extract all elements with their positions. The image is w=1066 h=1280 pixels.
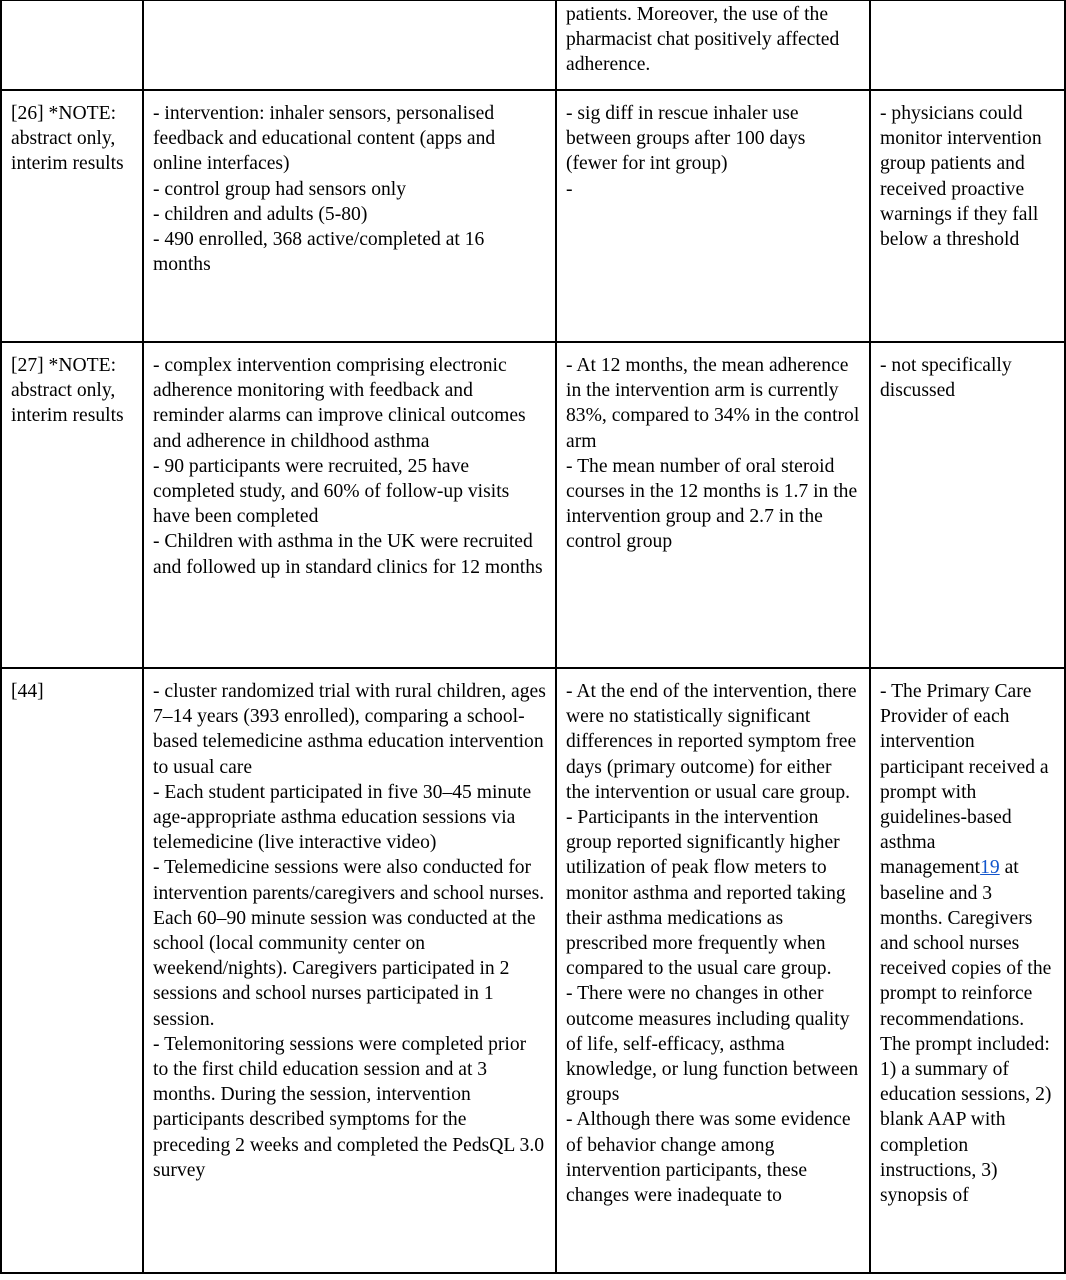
notes-cell xyxy=(870,342,1065,668)
intervention-cell xyxy=(143,90,556,342)
outcome-line: - xyxy=(566,178,573,200)
intervention-line: - 490 enrolled, 368 active/completed at 16 months xyxy=(153,229,485,276)
intervention-cell xyxy=(143,0,556,90)
intervention-cell xyxy=(143,668,556,1273)
intervention-line: - children and adults (5-80) xyxy=(153,203,368,225)
table-row xyxy=(1,668,1065,1273)
intervention-cell xyxy=(143,342,556,668)
intervention-line: - intervention: inhaler sensors, personalised feedback and educational content (apps and online interfaces) xyxy=(153,103,496,175)
outcomes-cell xyxy=(556,342,870,668)
outcome-line: - At 12 months, the mean adherence in the intervention arm is currently 83%, compared to 34% in the control arm xyxy=(566,355,860,452)
outcomes-cell xyxy=(556,90,870,342)
notes-line: - not specifically discussed xyxy=(880,355,1012,402)
table-row xyxy=(1,90,1065,342)
intervention-line: - 90 participants were recruited, 25 have completed study, and 60% of follow-up visits have been completed xyxy=(153,455,510,528)
notes-line: - physicians could monitor intervention group patients and received proactive warnings if they fall below a threshold xyxy=(880,103,1042,251)
outcome-line: patients. Moreover, the use of the pharmacist chat positively affected adherence. xyxy=(566,4,840,76)
intervention-line: - Telemedicine sessions were also conducted for intervention parents/caregivers and school nurses. Each 60–90 minute session was conducted at the school (local community center on weekend/nights). Caregivers participated in 2 sessions and school nurses participated in 1 session. xyxy=(153,857,545,1030)
ref-text: [27] *NOTE: abstract only, interim results xyxy=(11,355,124,427)
outcomes-cell xyxy=(556,0,870,90)
intervention-line: - Each student participated in five 30–45 minute age-appropriate asthma education sessions via telemedicine (live interactive video) xyxy=(153,781,532,854)
outcome-line: - Participants in the intervention group reported significantly higher utilization of peak flow meters to monitor asthma and reported taking their asthma medications as prescribed more frequently when compared to the usual care group. xyxy=(566,807,846,980)
ref-cell xyxy=(1,90,143,342)
citation-link[interactable]: 19 xyxy=(980,857,1000,879)
ref-cell xyxy=(1,0,143,90)
notes-cell xyxy=(870,668,1065,1273)
intervention-line: - Children with asthma in the UK were recruited and followed up in standard clinics for 12 months xyxy=(153,531,543,578)
table-row xyxy=(1,342,1065,668)
intervention-line: - control group had sensors only xyxy=(153,178,407,200)
outcomes-cell xyxy=(556,668,870,1273)
intervention-line: - complex intervention comprising electronic adherence monitoring with feedback and reminder alarms can improve clinical outcomes and adherence in childhood asthma xyxy=(153,355,526,452)
ref-cell xyxy=(1,342,143,668)
outcome-line: - The mean number of oral steroid courses in the 12 months is 1.7 in the intervention group and 2.7 in the control group xyxy=(566,455,858,553)
notes-cell xyxy=(870,90,1065,342)
outcome-line: - There were no changes in other outcome measures including quality of life, self-efficacy, asthma knowledge, or lung function between groups xyxy=(566,983,859,1106)
notes-cell xyxy=(870,0,1065,90)
intervention-line: - Telemonitoring sessions were completed prior to the first child education session and at 3 months. During the session, intervention participants described symptoms for the preceding 2 weeks and completed the PedsQL 3.0 survey xyxy=(153,1033,545,1181)
notes-text: at baseline and 3 months. Caregivers and school nurses received copies of the prompt to reinforce recommendations. The prompt included: 1) a summary of education sessions, 2) blank AAP with completion instructions, 3) synopsis of xyxy=(880,857,1052,1207)
intervention-line: - cluster randomized trial with rural children, ages 7–14 years (393 enrolled), comparing a school-based telemedicine asthma education intervention to usual care xyxy=(153,681,546,778)
outcome-line: - At the end of the intervention, there were no statistically significant differences in reported symptom free days (primary outcome) for either the intervention or usual care group. xyxy=(566,681,857,803)
outcome-line: - Although there was some evidence of behavior change among intervention participants, these changes were inadequate to xyxy=(566,1109,851,1207)
table-row xyxy=(1,0,1065,90)
ref-text: [44] xyxy=(11,681,44,702)
notes-text: - The Primary Care Provider of each intervention participant received a prompt with guidelines-based asthma management xyxy=(880,681,1049,879)
outcome-line: - sig diff in rescue inhaler use between groups after 100 days (fewer for int group) xyxy=(566,103,806,175)
ref-cell xyxy=(1,668,143,1273)
ref-text: [26] *NOTE: abstract only, interim results xyxy=(11,103,124,175)
